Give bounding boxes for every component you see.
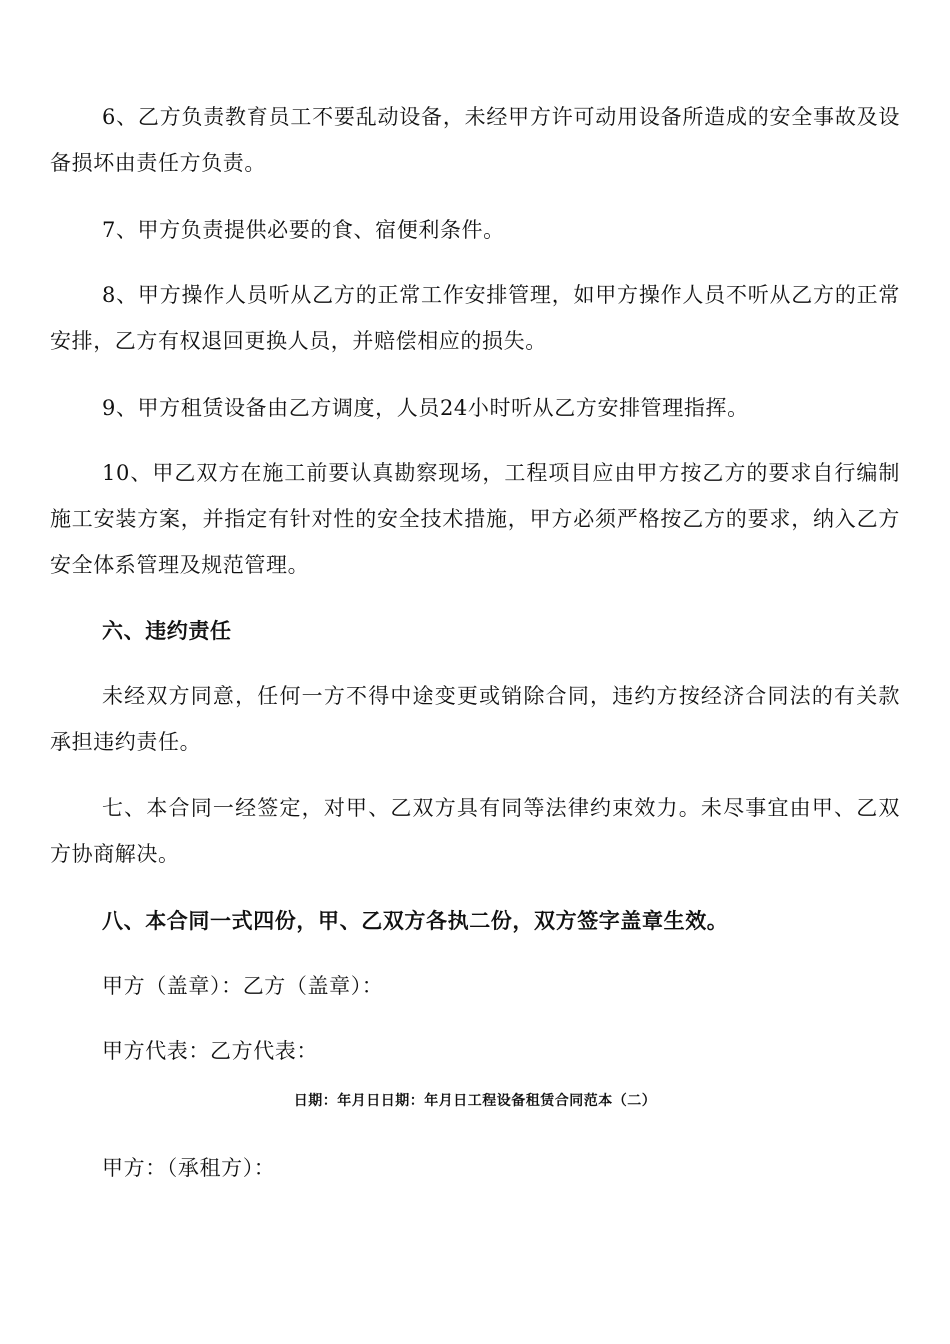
seal-line: 甲方（盖章）：乙方（盖章）： [102, 974, 384, 998]
lessee-line: 甲方：（承租方）： [102, 1156, 276, 1180]
clause-6: 6、乙方负责教育员工不要乱动设备，未经甲方许可动用设备所造成的安全事故及设备损坏由责任方负责。 [50, 105, 900, 175]
clause-8: 8、甲方操作人员听从乙方的正常工作安排管理，如甲方操作人员不听从乙方的正常安排，乙方有权退回更换人员，并赔偿相应的损失。 [50, 283, 900, 353]
clause-10: 10、甲乙双方在施工前要认真勘察现场，工程项目应由甲方按乙方的要求自行编制施工安装方案，并指定有针对性的安全技术措施，甲方必须严格按乙方的要求，纳入乙方安全体系管理及规范管理。 [50, 461, 900, 577]
section-8: 八、本合同一式四份，甲、乙双方各执二份，双方签字盖章生效。 [102, 908, 729, 933]
representative-line: 甲方代表：乙方代表： [102, 1039, 318, 1063]
clause-9: 9、甲方租赁设备由乙方调度，人员24小时听从乙方安排管理指挥。 [102, 396, 749, 420]
section-heading-breach: 六、违约责任 [102, 618, 232, 643]
section-7: 七、本合同一经签定，对甲、乙双方具有同等法律约束效力。未尽事宜由甲、乙双方协商解决。 [50, 796, 900, 866]
breach-clause: 未经双方同意，任何一方不得中途变更或销除合同，违约方按经济合同法的有关款承担违约责任。 [50, 684, 900, 754]
clause-7: 7、甲方负责提供必要的食、宿便利条件。 [102, 218, 505, 242]
date-title-line: 日期：年月日日期：年月日工程设备租赁合同范本（二） [293, 1093, 657, 1109]
